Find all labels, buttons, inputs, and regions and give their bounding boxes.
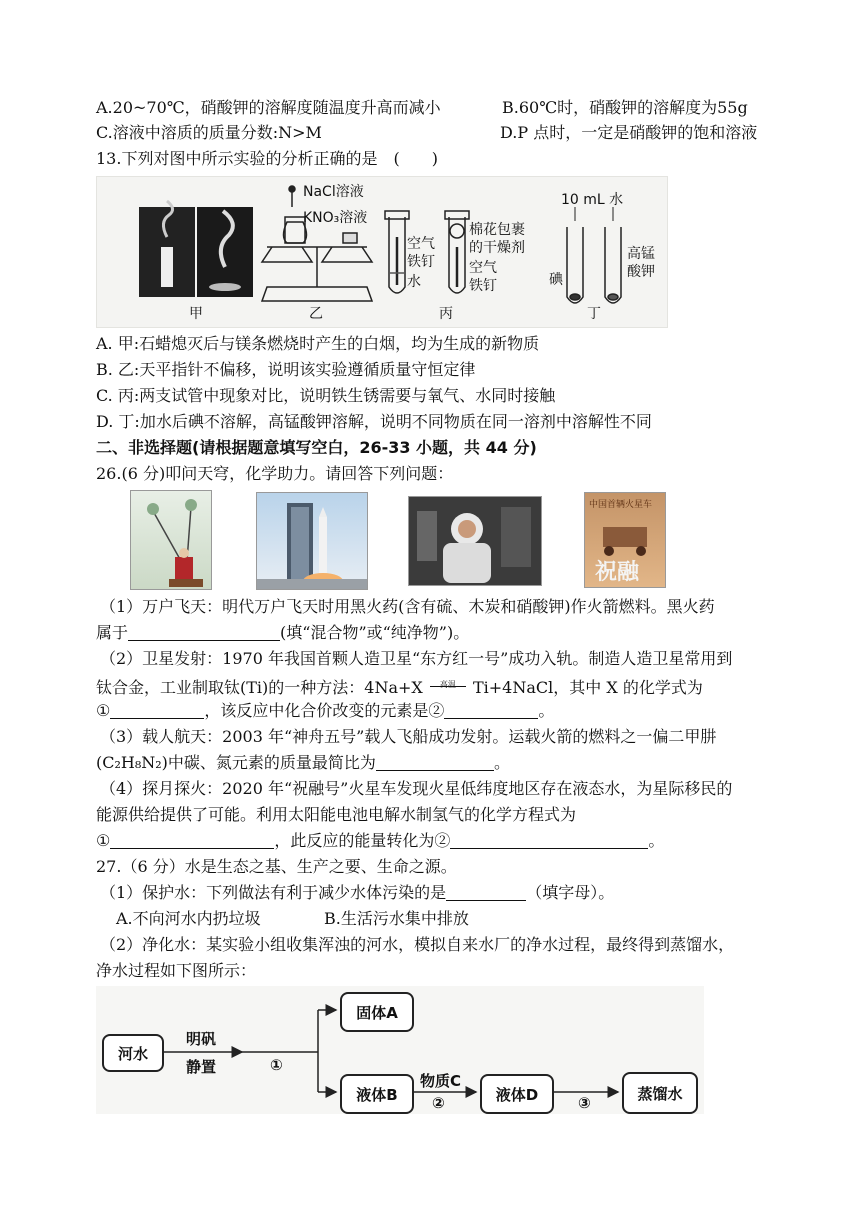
q26-p1-line-a: （1）万户飞天：明代万户飞天时用黑火药(含有硫、木炭和硝酸钾)作火箭燃料。黑火药 [100, 597, 715, 616]
q26-p1-line-b [96, 622, 469, 644]
q13-stem: 13.下列对图中所示实验的分析正确的是 ( ) [96, 149, 438, 168]
q26-blank-element[interactable] [444, 702, 538, 719]
q12-option-b: B.60℃时，硝酸钾的溶解度为55g [502, 98, 748, 117]
solubility-tubes-drawing [567, 207, 621, 303]
q26-p2-line-b [96, 674, 703, 699]
label-air-2: 空气 [469, 260, 497, 276]
caption-bing: 丙 [439, 306, 453, 322]
book-title: 中国首辆火星车 [589, 500, 653, 510]
section-2-title: 二、非选择题(请根据题意填写空白，26-33 小题，共 44 分) [96, 438, 537, 457]
balance-drawing [262, 186, 372, 301]
q13-option-d: D. 丁:加水后碘不溶解，高锰酸钾溶解，说明不同物质在同一溶剂中溶解性不同 [96, 412, 652, 431]
q26-p4-line-c [96, 830, 664, 852]
label-water: 水 [407, 274, 421, 290]
q26-p3-pre: (C₂H₈N₂)中碳、氮元素的质量最简比为 [96, 753, 376, 772]
q27-p1-line [100, 882, 614, 904]
water-purification-flow [96, 986, 704, 1114]
caption-ding: 丁 [587, 306, 601, 322]
label-kmno4-2: 酸钾 [627, 264, 655, 280]
flow-label-step-2: ② [432, 1094, 445, 1112]
q26-p1-pre: 属于 [96, 623, 129, 642]
q26-blank-mixture[interactable] [128, 624, 280, 641]
q26-p4-line-b: 能源供给提供了可能。利用太阳能电池电解水制氢气的化学方程式为 [96, 805, 577, 824]
q26-blank-equation[interactable] [110, 832, 274, 849]
q26-p2-pre: 钛合金，工业制取钛(Ti)的一种方法：4Na+X [96, 678, 423, 697]
q26-p3-line-b [96, 752, 510, 774]
q26-p2-post: Ti+4NaCl，其中 X 的化学式为 [472, 678, 703, 697]
flow-label-settle: 静置 [186, 1058, 217, 1076]
q27-blank-choice[interactable] [446, 884, 526, 901]
q26-p1-post: (填“混合物”或“纯净物”)。 [280, 623, 470, 642]
q26-p3-end: 。 [493, 753, 510, 772]
q26-p4-mid: ，此反应的能量转化为② [274, 831, 451, 850]
q27-option-a: A.不向河水内扔垃圾 [116, 909, 261, 928]
flow-label-substance-c: 物质C [420, 1072, 462, 1090]
label-iron-2: 铁钉 [469, 278, 497, 294]
label-kmno4-1: 高锰 [627, 246, 655, 262]
q27-stem: 27.（6 分）水是生态之基、生产之要、生命之源。 [96, 857, 457, 876]
label-iodine: 碘 [549, 272, 563, 288]
q26-p3-line-a: （3）载人航天：2003 年“神舟五号”载人飞船成功发射。运载火箭的燃料之一偏二甲肼 [100, 727, 717, 746]
book-big-title: 祝融 [595, 559, 640, 585]
q13-option-a: A. 甲:石蜡熄灭后与镁条燃烧时产生的白烟，均为生成的新物质 [96, 334, 540, 353]
flow-node-distilled-water: 蒸馏水 [622, 1072, 698, 1114]
q26-p2-end: 。 [538, 701, 555, 720]
flow-node-river-water: 河水 [102, 1034, 164, 1072]
q26-p4-line-a: （4）探月探火：2020 年“祝融号”火星车发现火星低纬度地区存在液态水，为星际移民的 [100, 779, 733, 798]
photo-zhurong-book [584, 492, 666, 588]
q12-option-a: A.20~70℃，硝酸钾的溶解度随温度升高而减小 [96, 98, 441, 117]
q13-experiment-figure [96, 176, 668, 328]
q12-option-c: C.溶液中溶质的质量分数:N>M [96, 123, 322, 142]
q27-option-b: B.生活污水集中排放 [324, 909, 469, 928]
q26-p2-circle-1: ① [96, 701, 111, 720]
photo-satellite-launch [256, 492, 368, 590]
flow-label-alum: 明矾 [186, 1030, 217, 1048]
label-nacl: NaCl溶液 [303, 184, 364, 200]
q26-blank-energy[interactable] [450, 832, 648, 849]
reaction-condition: 高温 [428, 674, 468, 696]
label-iron-1: 铁钉 [407, 254, 435, 270]
q27-p1-post: （填字母）。 [526, 883, 615, 902]
label-desiccant: 的干燥剂 [469, 240, 525, 256]
q27-p2-line-a: （2）净化水：某实验小组收集浑浊的河水，模拟自来水厂的净水过程，最终得到蒸馏水， [100, 935, 735, 954]
q13-option-b: B. 乙:天平指针不偏移，说明该实验遵循质量守恒定律 [96, 360, 476, 379]
q26-p2-line-c [96, 700, 554, 722]
caption-yi: 乙 [309, 306, 323, 322]
caption-jia: 甲 [189, 306, 203, 322]
q26-p2-mid: ，该反应中化合价改变的元素是② [204, 701, 445, 720]
q27-p1-pre: （1）保护水：下列做法有利于减少水体污染的是 [100, 883, 447, 902]
q26-p2-line-a: （2）卫星发射：1970 年我国首颗人造卫星“东方红一号”成功入轨。制造人造卫星常用到 [100, 649, 733, 668]
q26-blank-formula-x[interactable] [110, 702, 204, 719]
q26-stem: 26.(6 分)叩问天穹，化学助力。请回答下列问题： [96, 464, 454, 483]
q26-p4-circle-1: ① [96, 831, 111, 850]
label-10ml-water: 10 mL 水 [561, 192, 624, 208]
label-cotton: 棉花包裹 [469, 222, 525, 238]
q12-option-d: D.P 点时，一定是硝酸钾的饱和溶液 [500, 123, 758, 142]
flow-node-liquid-d: 液体D [480, 1074, 554, 1114]
photo-astronaut [408, 496, 542, 586]
q26-blank-mass-ratio[interactable] [376, 754, 494, 771]
label-kno3: KNO₃溶液 [303, 210, 368, 226]
flow-node-solid-a: 固体A [340, 992, 414, 1032]
flow-node-liquid-b: 液体B [340, 1074, 414, 1114]
q13-option-c: C. 丙:两支试管中现象对比，说明铁生锈需要与氧气、水同时接触 [96, 386, 556, 405]
flow-label-step-1: ① [270, 1056, 283, 1074]
label-air-1: 空气 [407, 236, 435, 252]
q27-p2-line-b: 净水过程如下图所示： [96, 961, 257, 980]
photo-wanhu-flight [130, 490, 212, 590]
q26-p4-end: 。 [648, 831, 665, 850]
flow-label-step-3: ③ [578, 1094, 591, 1112]
